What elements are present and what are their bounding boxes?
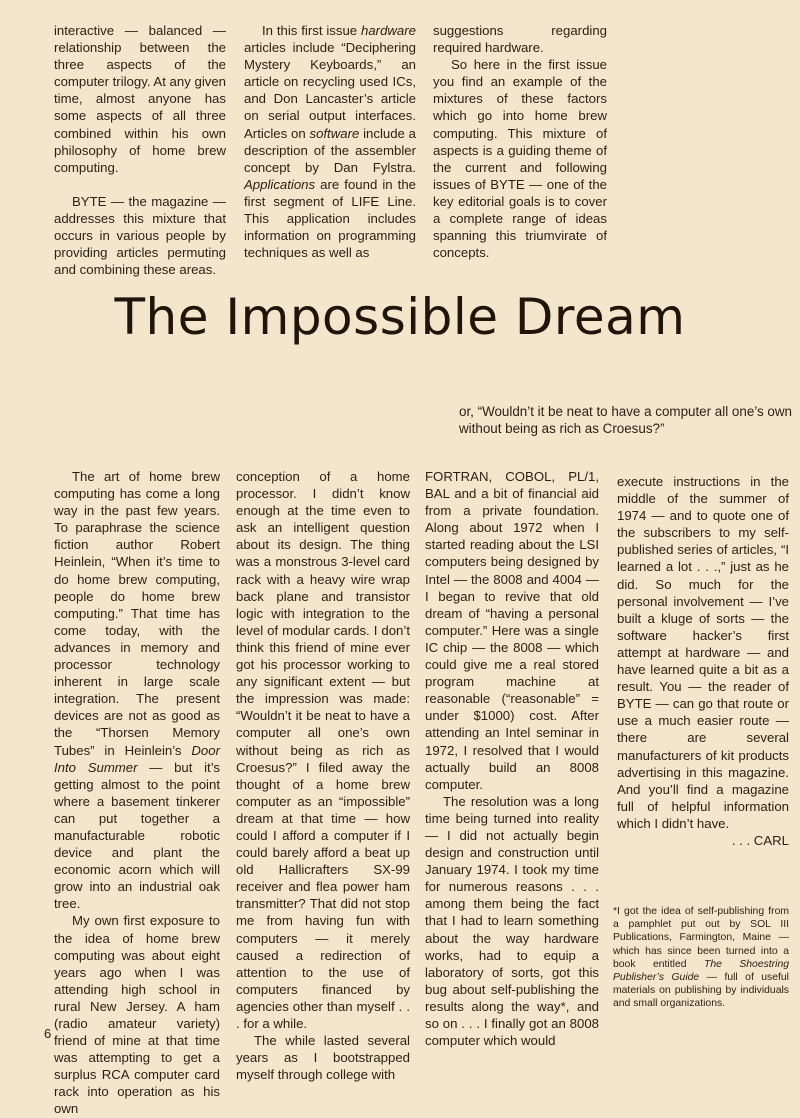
intro-column-2 — [244, 22, 416, 261]
paragraph: In this first issue hardware articles include “Deciphering Mystery Keyboards,” an article on recycling used ICs, and Don Lancaster’s article on serial output interfaces. Articles on software include a description of the assembler concept by Dan Fylstra. Applications are found in the first segment of LIFE Line. This application includes information on programming techniques as well as — [244, 23, 416, 261]
paragraph: BYTE — the magazine — addresses this mixture that occurs in various people by providing articles permuting and combining these areas. — [54, 193, 226, 278]
paragraph: suggestions regarding required hardware. — [433, 23, 607, 56]
author-signature: . . . CARL — [731, 832, 789, 848]
paragraph: execute instructions in the middle of the summer of 1974 — and to quote one of the subscribers to my self-published series of articles, “I learned a lot . . .,” just as he did. So much for the personal involvement — I’ve built a kluge of sorts — the software hacker’s first attempt at hardware — and have learned quite a bit as a result. You — the reader of BYTE — can go that route or use a much easier route — there are several manufacturers of kit products advertising in this magazine. And you’ll find a magazine full of helpful information which I didn’t have. — [617, 474, 789, 831]
footnote: *I got the idea of self-publishing from a pamphlet put out by SOL III Publications, Farmington, Maine — which has since been turned into a book entitled The Shoestring Publisher’s Guide — full of useful materials on publishing by individuals and small organizations. — [613, 906, 790, 1010]
paragraph: My own first exposure to the idea of home brew computing was about eight years ago when I was attending high school in rural New Jersey. A ham (radio amateur variety) friend of mine at that time was attempting to get a surplus RCA computer card rack into operation as his own — [54, 913, 220, 1117]
body-column-4 — [617, 473, 789, 849]
article-title: The Impossible Dream — [114, 288, 686, 346]
paragraph: So here in the first issue you find an example of the mixtures of these factors which go into home brew computing. This mixture of aspects is a guiding theme of the current and following issues of BYTE — one of the key editorial goals is to cover a complete range of ideas spanning this triumvirate of concepts. — [433, 57, 607, 261]
body-column-1 — [54, 468, 220, 1118]
page-number: 6 — [44, 1026, 52, 1041]
body-column-2 — [236, 468, 410, 1083]
intro-column-1 — [54, 22, 226, 278]
paragraph: interactive — balanced — relationship between the three aspects of the computer trilogy. At any given time, almost anyone has some aspects of all three combined within his own philosophy of home brew computing. — [54, 23, 227, 175]
body-column-3 — [425, 468, 599, 1049]
paragraph: The while lasted several years as I bootstrapped myself through college with — [236, 1033, 410, 1083]
article-subtitle: or, “Wouldn’t it be neat to have a computer all one’s own without being as rich as Croesus?” — [459, 404, 792, 436]
paragraph: FORTRAN, COBOL, PL/1, BAL and a bit of financial aid from a private foundation. Along about 1972 when I started reading about the LSI computers being designed by Intel — the 8008 and 4004 — I began to revive that old dream of “having a personal computer.” Here was a single IC chip — the 8008 — which could give me a real stored program machine at reasonable (“reasonable” = under $1000) cost. After attending an Intel seminar in 1972, I resolved that I would actually build an 8008 computer. — [425, 469, 599, 792]
paragraph: The art of home brew computing has come a long way in the past few years. To paraphrase the science fiction author Robert Heinlein, “When it’s time to do home brew computing, people do home brew computing.” That time has come today, with the advances in memory and processor technology inherent in large scale integration. The present devices are not as good as the “Thorsen Memory Tubes” in Heinlein’s Door Into Summer — but it’s getting almost to the point where a basement tinkerer can put together a manufacturable robotic device and plant the economic acorn which will grow into an industrial oak tree. — [54, 469, 220, 912]
paragraph: The resolution was a long time being turned into reality — I did not actually begin design and construction until January 1974. I took my time for numerous reasons . . . among them being the fact that I had to learn something about the way hardware works, had to equip a laboratory of sorts, got this bug about self-publishing the results along the way*, and so on . . . I finally got an 8008 computer which would — [425, 793, 599, 1049]
paragraph: conception of a home processor. I didn’t know enough at the time even to ask an intelligent question about its design. The thing was a monstrous 3-level card rack with a heavy wire wrap back plane and transistor logic with integration to the level of modular cards. I don’t think this friend of mine ever got his processor working to any significant extent — but the impression was made: “Wouldn’t it be neat to have a computer all one’s own without being as rich as Croesus?” I filed away the thought of a home brew computer as an “impossible” dream at that time — how could I afford a computer if I could barely afford a beat up old Hallicrafters SX-99 receiver and flea power ham transmitter? That did not stop me from having fun with computers — it merely caused a redirection of attention to the use of computers financed by agencies other than myself . . . for a while. — [236, 469, 410, 1031]
intro-column-3 — [433, 22, 607, 261]
